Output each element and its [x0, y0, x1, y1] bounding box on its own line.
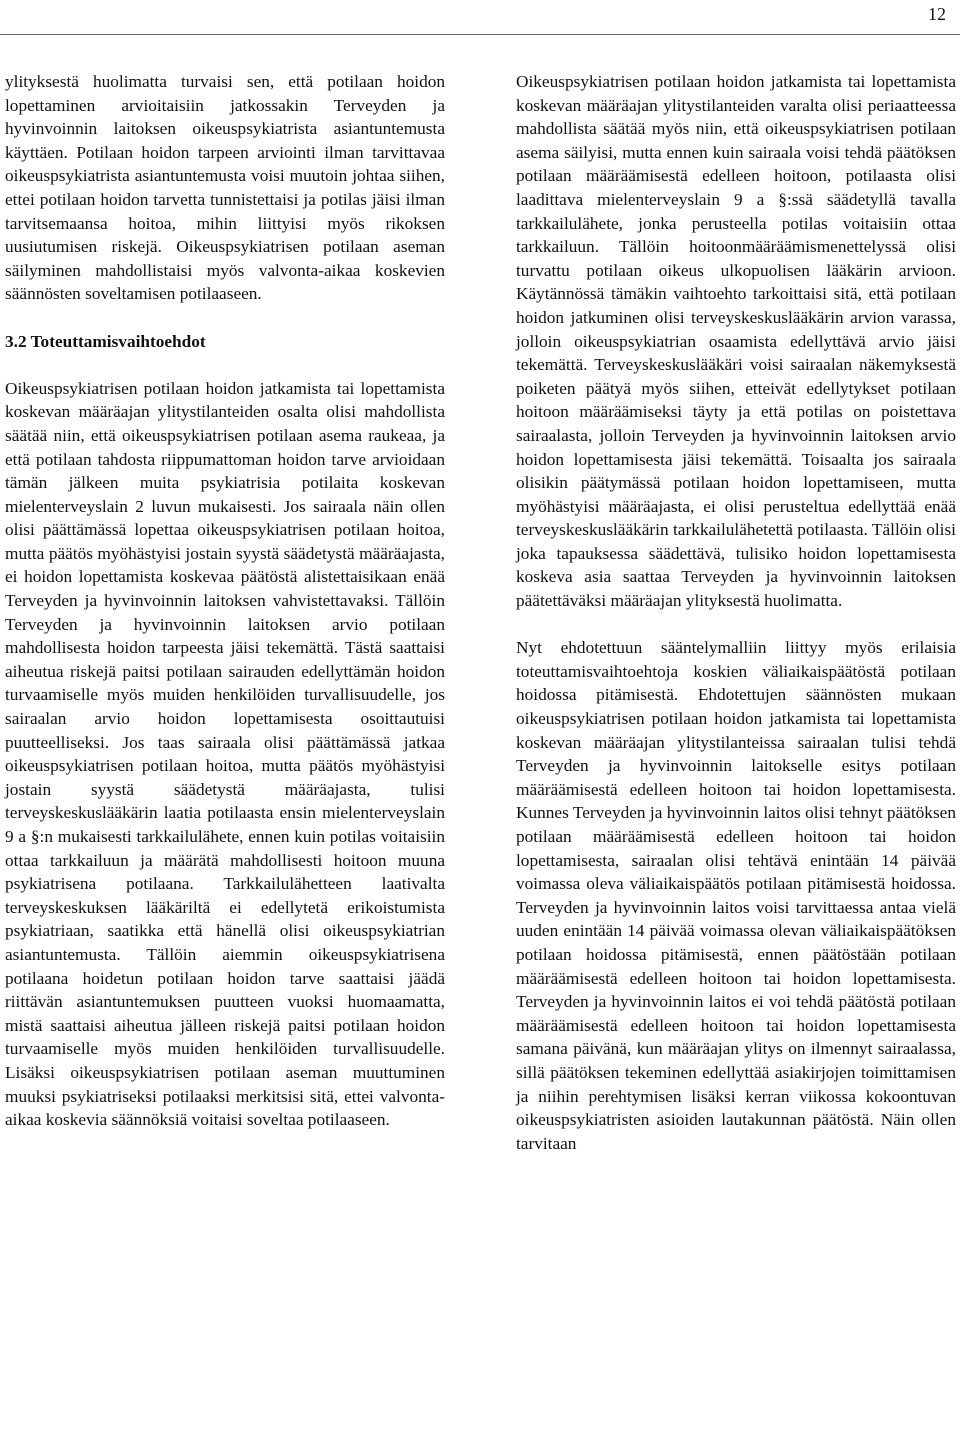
- paragraph: Nyt ehdotettuun sääntelymalliin liittyy myös erilaisia toteuttamisvaihtoehtoja koskien väliaikaispäätöstä potilaan hoidossa pitämisestä. Ehdotettujen säännösten mukaan oikeuspsykiatrisen potilaan hoidon jatkamista tai lopettamista koskevan määräajan ylitystilanteissa sairaalan tulisi tehdä Terveyden ja hyvinvoinnin laitokselle esitys potilaan määräämisestä edelleen hoitoon tai hoidon lopettamisesta. Kunnes Terveyden ja hyvinvoinnin laitos olisi tehnyt päätöksen potilaan määräämisestä edelleen hoitoon tai hoidon lopettamisesta, sairaalan olisi tehtävä enintään 14 päivää voimassa oleva väliaikaispäätös potilaan pitämisestä hoidossa. Terveyden ja hyvinvoinnin laitos voisi tarvittaessa antaa vielä uuden enintään 14 päivää voimassa olevan väliaikaispäätöksen potilaan hoidossa pitämisestä, ennen päätöstään potilaan määräämisestä edelleen hoitoon tai hoidon lopettamisesta. Terveyden ja hyvinvoinnin laitos ei voi tehdä päätöstä potilaan määräämisestä edelleen hoitoon tai hoidon lopettamisesta samana päivänä, kun määräajan ylitys on ilmennyt sairaalassa, sillä päätöksen tekeminen edellyttää asiakirjojen toimittamisen ja niihin perehtymisen lisäksi kerran viikossa kokoontuvan oikeuspsykiatristen asioiden lautakunnan päätöstä. Näin ollen tarvitaan: [516, 638, 956, 1153]
- paragraph: ylityksestä huolimatta turvaisi sen, että potilaan hoidon lopettaminen arvioitaisiin jatkossakin Terveyden ja hyvinvoinnin laitoksen oikeuspsykiatrista asiantuntemusta käyttäen. Potilaan hoidon tarpeen arviointi ilman tarvittavaa oikeuspsykiatrista asiantuntemusta voisi muutoin johtaa siihen, ettei potilaan hoidon tarvetta tunnistettaisi ja potilas jäisi ilman tarvitsemaansa hoitoa, mihin liittyisi myös rikoksen uusiutumisen riskejä. Oikeuspsykiatrisen potilaan aseman säilyminen mahdollistaisi myös valvonta-aikaa koskevien säännösten soveltamisen potilaaseen.: [5, 72, 445, 304]
- paragraph: Oikeuspsykiatrisen potilaan hoidon jatkamista tai lopettamista koskevan määräajan ylitystilanteiden varalta olisi periaatteessa mahdollista säätää myös niin, että oikeuspsykiatrisen potilaan asema säilyisi, mutta ennen kuin sairaala voisi tehdä päätöksen potilaan määräämisestä edelleen hoitoon, potilaasta olisi laadittava mielenterveyslain 9 a §:ssä säädetyllä tavalla tarkkailulähete, jonka perusteella potilas voitaisiin ottaa tarkkailuun. Tällöin hoitoonmääräämismenettelyssä olisi turvattu potilaan oikeus ulkopuolisen lääkärin arvioon. Käytännössä tämäkin vaihtoehto tarkoittaisi sitä, että potilaan hoidon jatkuminen olisi terveyskeskuslääkärin arvion varassa, jolloin oikeuspsykiatrian osaamista edellyttävä arvio jäisi tekemättä. Terveyskeskuslääkäri voisi sairaalan näkemyksestä poiketen päätyä myös siihen, etteivät edellytykset potilaan hoitoon määräämiseksi täyty ja että potilas on poistettava sairaalasta, jolloin Terveyden ja hyvinvoinnin laitoksen arvio hoidon lopettamisesta jäisi tekemättä. Toisaalta jos sairaala olisikin päätymässä potilaan hoidon lopettamiseen, mutta myöhästyisi määräajasta, ei olisi perusteltua edellyttää enää terveyskeskuslääkärin tarkkailulähetettä potilaasta. Tällöin olisi joka tapauksessa säädettävä, tulisiko hoidon lopettamisesta koskeva asia saattaa Terveyden ja hyvinvoinnin laitoksen päätettäväksi määräajan ylityksestä huolimatta.: [516, 72, 956, 611]
- page-number: 12: [928, 4, 946, 24]
- left-column: [5, 70, 445, 1132]
- paragraph: Oikeuspsykiatrisen potilaan hoidon jatkamista tai lopettamista koskevan määräajan ylitystilanteiden osalta olisi mahdollista säätää niin, että oikeuspsykiatrisen potilaan asema raukeaa, ja että potilaan tahdosta riippumattoman hoidon tarve arvioidaan tämän jälkeen muita psykiatrisia potilaita koskevan mielenterveyslain 2 luvun mukaisesti. Jos sairaala näin ollen olisi päättämässä lopettaa oikeuspsykiatrisen potilaan hoitoa, mutta päätös myöhästyisi jostain syystä säädetystä määräajasta, ei hoidon lopettamista koskevaa päätöstä alistettaisikaan enää Terveyden ja hyvinvoinnin laitoksen vahvistettavaksi. Tällöin Terveyden ja hyvinvoinnin laitoksen arvio potilaan mahdollisesta hoidon tarpeesta jäisi tekemättä. Tästä saattaisi aiheutua riskejä paitsi potilaan sairauden edellyttämän hoidon turvaamiselle myös muiden henkilöiden turvallisuudelle, jos sairaalan arvio hoidon lopettamisesta osoittautuisi puutteelliseksi. Jos taas sairaala olisi päättämässä jatkaa oikeuspsykiatrisen potilaan hoitoa, mutta päätös myöhästyisi jostain syystä säädetystä määräajasta, tulisi terveyskeskuslääkärin laatia potilaasta ensin mielenterveyslain 9 a §:n mukaisesti tarkkailulähete, ennen kuin potilas voitaisiin ottaa tarkkailuun ja määrätä mahdollisesti hoitoon muuna psykiatrisena potilaana. Tarkkailulähetteen laativalta terveyskeskuksen lääkäriltä ei edellytetä erikoistumista psykiatriaan, saatikka että hänellä olisi oikeuspsykiatrian asiantuntemusta. Tällöin aiemmin oikeuspsykiatrisena potilaana hoidetun potilaan hoidon tarve saattaisi jäädä riittävän asiantuntemuksen puutteen vuoksi huomaamatta, mistä saattaisi aiheutua jälleen riskejä paitsi potilaan hoidon turvaamiselle myös muiden henkilöiden turvallisuudelle. Lisäksi oikeuspsykiatrisen potilaan aseman muuttuminen muuksi psykiatriseksi potilaaksi merkitsisi sitä, ettei valvonta-aikaa koskevia säännöksiä voitaisi soveltaa potilaaseen.: [5, 378, 445, 1130]
- section-heading: 3.2 Toteuttamisvaihtoehdot: [5, 331, 206, 351]
- right-column: [516, 70, 956, 1155]
- header-rule: [0, 34, 960, 35]
